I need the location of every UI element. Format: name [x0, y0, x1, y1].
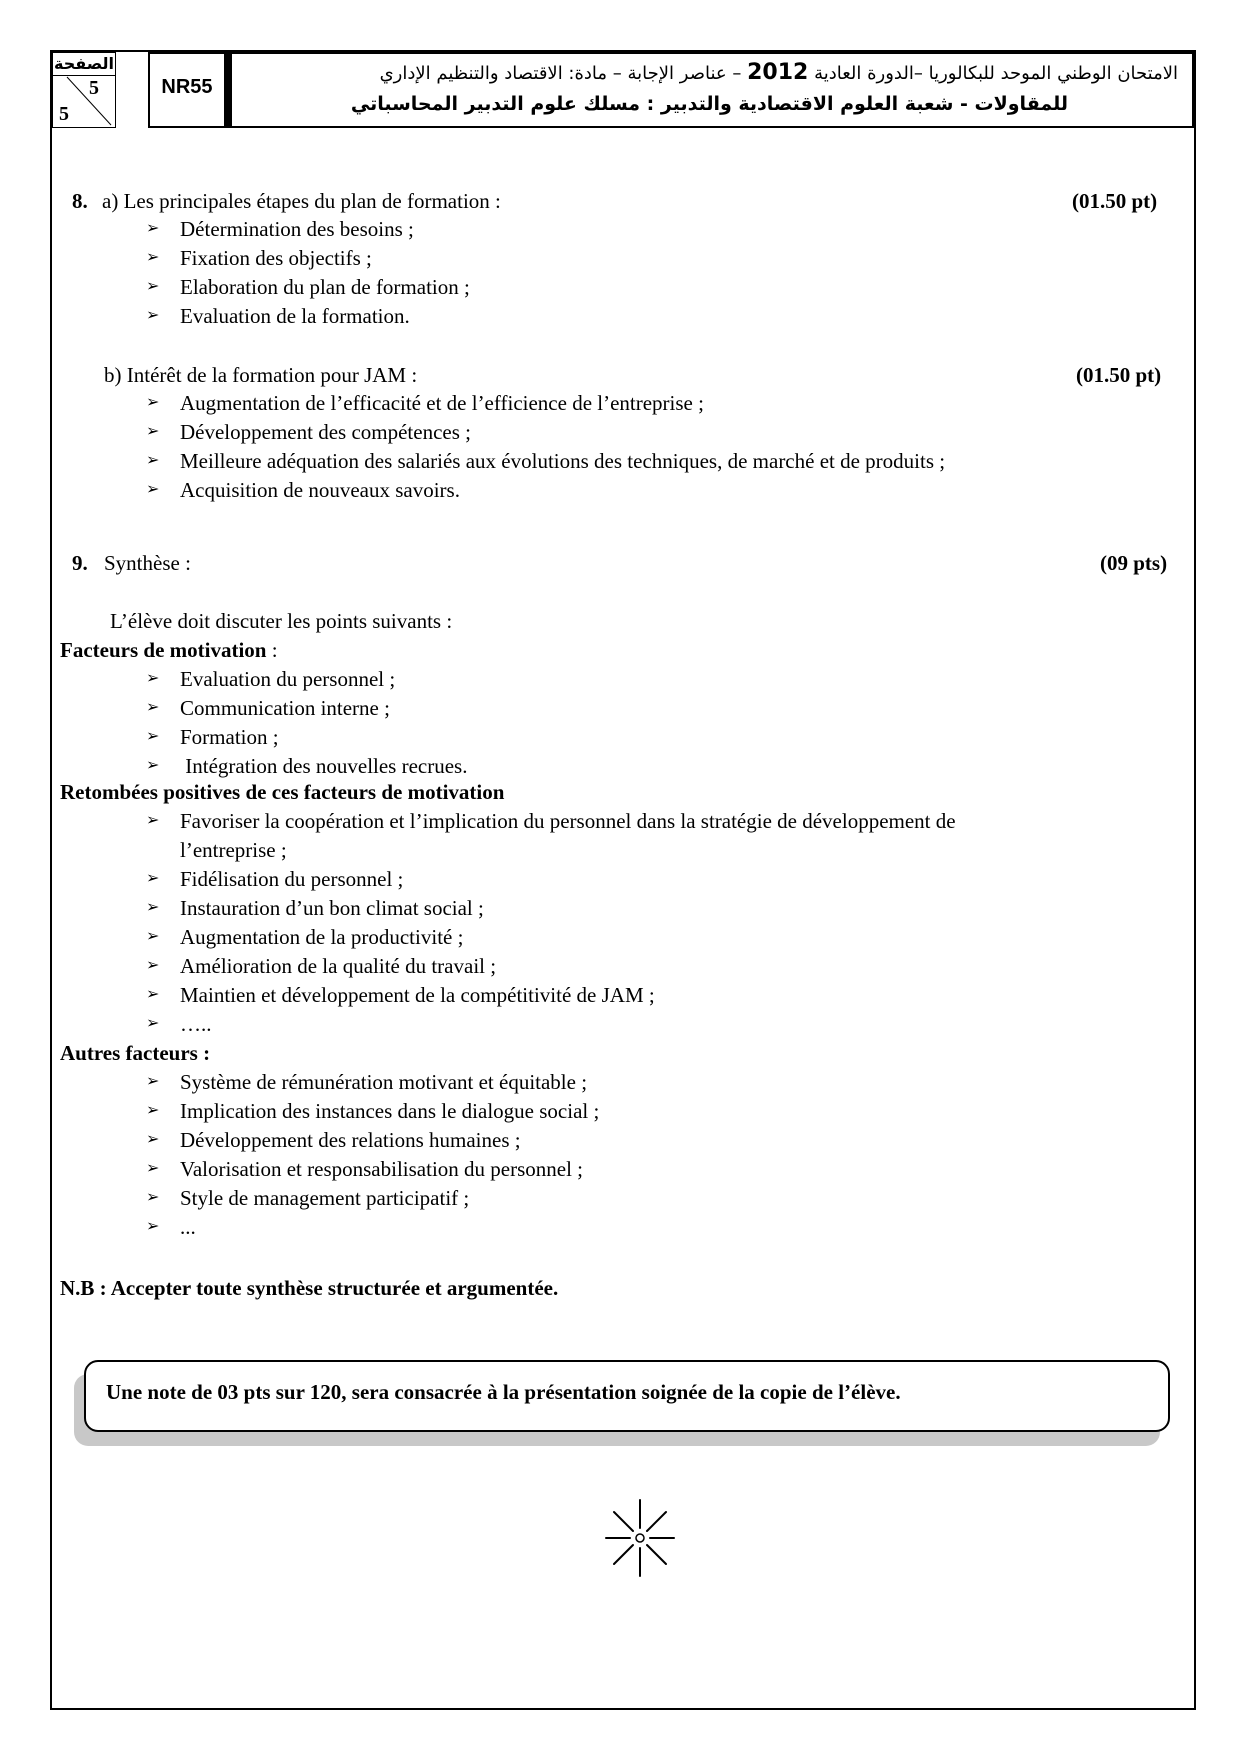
retombees-item-3: Instauration d’un bon climat social ;	[180, 896, 484, 920]
motivation-heading: Facteurs de motivation	[60, 638, 267, 662]
q8a-item-1: Détermination des besoins ;	[180, 217, 414, 241]
bullet-arrow-icon: ➢	[146, 670, 160, 687]
exam-title-line2: للمقاولات - شعبة العلوم الاقتصادية والتدبير : مسلك علوم التدبير المحاسباتي	[350, 93, 1068, 115]
bullet-arrow-icon: ➢	[146, 728, 160, 745]
bullet-arrow-icon: ➢	[146, 986, 160, 1003]
bullet-arrow-icon: ➢	[146, 899, 160, 916]
q8a-points: (01.50 pt)	[1072, 189, 1158, 213]
autres-item-1: Système de rémunération motivant et équitable ;	[180, 1070, 588, 1094]
bullet-arrow-icon: ➢	[146, 394, 160, 411]
retombees-item-1-cont: l’entreprise ;	[180, 838, 287, 862]
exam-year: 2012	[747, 60, 809, 85]
bullet-arrow-icon: ➢	[146, 249, 160, 266]
bullet-arrow-icon: ➢	[146, 423, 160, 440]
q9-intro: L’élève doit discuter les points suivants :	[110, 609, 453, 633]
bullet-arrow-icon: ➢	[146, 870, 160, 887]
q8-number: 8.	[72, 189, 88, 213]
q8b-points: (01.50 pt)	[1076, 363, 1162, 387]
bullet-arrow-icon: ➢	[146, 1131, 160, 1148]
bullet-arrow-icon: ➢	[146, 1160, 160, 1177]
retombees-item-6: Maintien et développement de la compétitivité de JAM ;	[180, 983, 655, 1007]
page-number-box	[52, 52, 116, 128]
motivation-item-3: Formation ;	[180, 725, 279, 749]
bullet-arrow-icon: ➢	[146, 220, 160, 237]
exam-code: NR55	[148, 52, 226, 128]
exam-title-box	[226, 52, 1194, 128]
retombees-heading: Retombées positives de ces facteurs de motivation	[60, 780, 505, 804]
autres-item-3: Développement des relations humaines ;	[180, 1128, 521, 1152]
page-label: الصفحة	[53, 53, 115, 76]
bullet-arrow-icon: ➢	[146, 757, 160, 774]
motivation-heading-line	[60, 637, 278, 663]
bullet-arrow-icon: ➢	[146, 481, 160, 498]
bullet-arrow-icon: ➢	[146, 699, 160, 716]
motivation-heading-colon: :	[266, 638, 278, 662]
retombees-item-7: …..	[180, 1012, 212, 1036]
bullet-arrow-icon: ➢	[146, 1073, 160, 1090]
autres-item-6: ...	[180, 1215, 196, 1239]
q9-number: 9.	[72, 551, 88, 575]
bullet-arrow-icon: ➢	[146, 812, 160, 829]
autres-item-2: Implication des instances dans le dialogue social ;	[180, 1099, 600, 1123]
q8a-item-3: Elaboration du plan de formation ;	[180, 275, 470, 299]
q8b-item-2: Développement des compétences ;	[180, 420, 471, 444]
nb-note: N.B : Accepter toute synthèse structurée et argumentée.	[60, 1276, 559, 1300]
page-current: 5	[89, 77, 99, 99]
bullet-arrow-icon: ➢	[146, 1015, 160, 1032]
bullet-arrow-icon: ➢	[146, 1102, 160, 1119]
exam-title-part-b: – عناصر الإجابة – مادة: الاقتصاد والتنظيم الإداري	[379, 63, 742, 84]
motivation-item-2: Communication interne ;	[180, 696, 390, 720]
retombees-item-1: Favoriser la coopération et l’implication du personnel dans la stratégie de développement de	[180, 809, 956, 833]
bullet-arrow-icon: ➢	[146, 307, 160, 324]
bullet-arrow-icon: ➢	[146, 928, 160, 945]
bullet-arrow-icon: ➢	[146, 1218, 160, 1235]
exam-title-line1	[232, 58, 1178, 89]
q8a-item-4: Evaluation de la formation.	[180, 304, 410, 328]
motivation-item-1: Evaluation du personnel ;	[180, 667, 396, 691]
autres-item-5: Style de management participatif ;	[180, 1186, 470, 1210]
retombees-item-5: Amélioration de la qualité du travail ;	[180, 954, 497, 978]
presentation-note-box	[84, 1360, 1170, 1432]
q9-title: Synthèse :	[104, 551, 191, 575]
q8b-item-4: Acquisition de nouveaux savoirs.	[180, 478, 460, 502]
presentation-note-text: Une note de 03 pts sur 120, sera consacrée à la présentation soignée de la copie de l’élève.	[106, 1380, 901, 1404]
q9-points: (09 pts)	[1100, 551, 1168, 575]
page-total: 5	[59, 103, 69, 125]
q8b-item-3: Meilleure adéquation des salariés aux évolutions des techniques, de marché et de produits ;	[180, 449, 946, 473]
q8a-item-2: Fixation des objectifs ;	[180, 246, 372, 270]
q8b-item-1: Augmentation de l’efficacité et de l’efficience de l’entreprise ;	[180, 391, 704, 415]
bullet-arrow-icon: ➢	[146, 1189, 160, 1206]
bullet-arrow-icon: ➢	[146, 957, 160, 974]
exam-title-part-a: الامتحان الوطني الموحد للبكالوريا –الدورة العادية	[814, 63, 1178, 84]
autres-item-4: Valorisation et responsabilisation du personnel ;	[180, 1157, 584, 1181]
autres-heading: Autres facteurs :	[60, 1041, 211, 1065]
bullet-arrow-icon: ➢	[146, 452, 160, 469]
q8a-title: a) Les principales étapes du plan de formation :	[102, 189, 501, 213]
retombees-item-4: Augmentation de la productivité ;	[180, 925, 464, 949]
retombees-item-2: Fidélisation du personnel ;	[180, 867, 404, 891]
q8b-title: b) Intérêt de la formation pour JAM :	[104, 363, 418, 387]
bullet-arrow-icon: ➢	[146, 278, 160, 295]
motivation-item-4: Intégration des nouvelles recrues.	[180, 754, 468, 778]
end-star-icon	[596, 1494, 684, 1582]
